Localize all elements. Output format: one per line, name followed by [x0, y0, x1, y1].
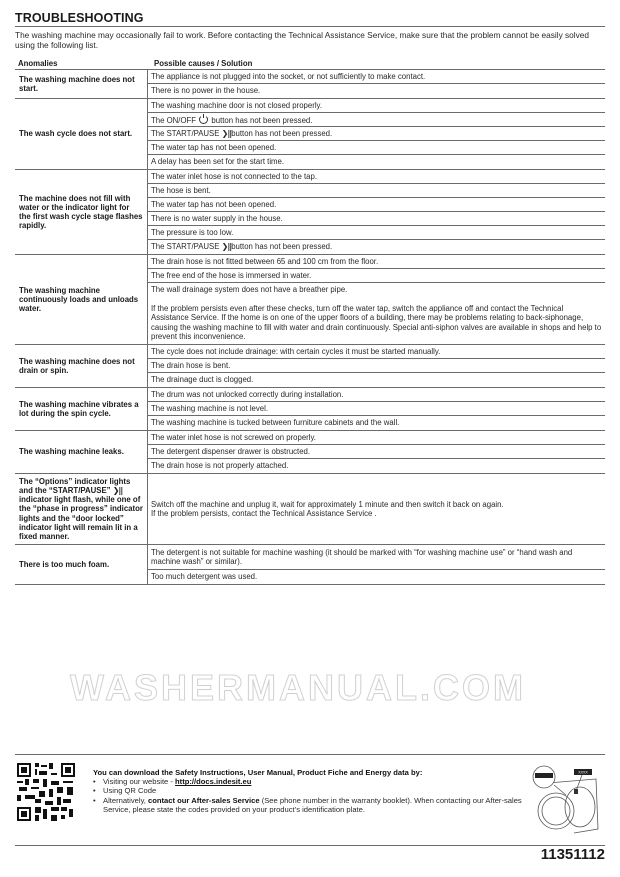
- cause-item: [148, 113, 605, 127]
- anomaly-cell: The washing machine does not drain or spin.: [15, 345, 148, 387]
- page-title: TROUBLESHOOTING: [15, 11, 605, 27]
- table-row: [15, 388, 605, 431]
- table-row: [15, 170, 605, 255]
- list-item-text: Visiting our website -: [103, 777, 176, 787]
- cause-text: The wall drainage system does not have a breather pipe.: [151, 285, 348, 295]
- intro-text: The washing machine may occasionally fail to work. Before contacting the Technical Assistance Service, make sure that the problem cannot be easily solved using the following list.: [15, 30, 590, 50]
- anomaly-cell: The washing machine leaks.: [15, 431, 148, 473]
- cause-text: The START/PAUSE: [151, 242, 220, 252]
- cause-item: The drain hose is bent.: [148, 359, 605, 373]
- start-pause-icon: ❯||: [112, 486, 123, 495]
- power-icon: [199, 115, 208, 124]
- after-sales-label: contact our After-sales Service: [148, 795, 260, 805]
- table-row: [15, 545, 605, 584]
- header-causes: Possible causes / Solution: [154, 59, 253, 68]
- cause-item: The pressure is too low.: [148, 226, 605, 240]
- website-link[interactable]: http://docs.indesit.eu: [175, 777, 252, 787]
- cause-item: The water tap has not been opened.: [148, 141, 605, 155]
- table-row: [15, 99, 605, 170]
- download-info-footer: [15, 754, 605, 846]
- cause-item: The appliance is not plugged into the socket, or not sufficiently to make contact.: [148, 70, 605, 84]
- cause-text: button has not been pressed.: [231, 242, 333, 252]
- cause-item: The drum was not unlocked correctly during installation.: [148, 388, 605, 402]
- table-row: [15, 255, 605, 345]
- table-row: [15, 345, 605, 388]
- table-row: [15, 70, 605, 99]
- cause-item: The washing machine is tucked between furniture cabinets and the wall.: [151, 418, 400, 428]
- cause-item: The washing machine door is not closed properly.: [148, 99, 605, 113]
- anomaly-cell: The machine does not fill with water or the indicator light for the first wash cycle stage flashes rapidly.: [15, 170, 148, 254]
- cause-text: The ON/OFF: [151, 116, 197, 126]
- solution-line: If the problem persists, contact the Technical Assistance Service .: [151, 509, 377, 518]
- cause-text: The START/PAUSE: [151, 129, 220, 139]
- download-lead: You can download the Safety Instructions, User Manual, Product Fiche and Energy data by:: [93, 768, 423, 777]
- anomaly-text: indicator light flash, while one of the “phase in progress” indicator lights and the “door locked” indicator light will remain lit in a fixed manner.: [19, 495, 143, 542]
- cause-item: The water tap has not been opened.: [148, 198, 605, 212]
- anomaly-text: The “Options” indicator lights and the “START/PAUSE”: [19, 476, 131, 495]
- cause-note: If the problem persists even after these checks, turn off the water tap, switch the appliance off and contact the Technical Assistance Service. If the home is on one of the upper floors of a building, there may be problems relating to back-siphonage, causing the washing machine to fill with water and drain continuously. Special anti-siphon valves are available in shops and help to prevent this inconvenience.: [151, 303, 602, 342]
- anomaly-cell: [15, 474, 148, 544]
- qr-code-icon[interactable]: [17, 763, 75, 821]
- cause-item: A delay has been set for the start time.: [151, 157, 285, 167]
- cause-text: button has not been pressed.: [211, 116, 313, 126]
- anomaly-cell: The washing machine continuously loads and unloads water.: [15, 255, 148, 344]
- cause-item: The washing machine is not level.: [148, 402, 605, 416]
- cause-item: The drainage duct is clogged.: [151, 375, 254, 385]
- table-row: [15, 474, 605, 545]
- cause-item: The hose is bent.: [148, 184, 605, 198]
- cause-item: The drain hose is not properly attached.: [151, 461, 289, 471]
- watermark: WASHERMANUAL.COM: [70, 667, 526, 708]
- cause-item: [148, 283, 605, 344]
- download-instructions: [93, 768, 523, 814]
- anomaly-cell: The washing machine does not start.: [15, 70, 148, 98]
- list-item: [93, 777, 523, 786]
- anomaly-cell: There is too much foam.: [15, 545, 148, 583]
- cause-item: The drain hose is not fitted between 65 and 100 cm from the floor.: [148, 255, 605, 269]
- list-item-text: Alternatively,: [103, 795, 149, 805]
- anomaly-cell: The wash cycle does not start.: [15, 99, 148, 169]
- cause-item: [148, 240, 605, 254]
- washing-machine-plate-illustration: [530, 763, 602, 835]
- plate-label: XXXX: [578, 770, 588, 775]
- cause-item: The detergent dispenser drawer is obstructed.: [148, 445, 605, 459]
- header-anomalies: Anomalies: [18, 59, 58, 68]
- anomaly-cell: The washing machine vibrates a lot during the spin cycle.: [15, 388, 148, 430]
- solution-cell: [148, 474, 605, 544]
- cause-item: Too much detergent was used.: [151, 571, 258, 581]
- table-header: [15, 58, 605, 70]
- table-row: [15, 431, 605, 474]
- troubleshooting-table: [15, 58, 605, 585]
- cause-item: [148, 127, 605, 141]
- cause-item: The water inlet hose is not connected to the tap.: [148, 170, 605, 184]
- list-item-text: (See phone number in the warranty booklet). When contacting our After-sales Service, please state the codes provided on your product’s identification plate.: [103, 795, 522, 814]
- cause-item: The free end of the hose is immersed in water.: [148, 269, 605, 283]
- list-item: • Using QR Code: [93, 786, 523, 795]
- start-pause-icon: ❯||: [221, 242, 232, 252]
- cause-item: The water inlet hose is not screwed on properly.: [148, 431, 605, 445]
- solution-line: Switch off the machine and unplug it, wait for approximately 1 minute and then switch it back on again.: [151, 499, 504, 509]
- cause-item: The detergent is not suitable for machine washing (it should be marked with “for washing machine use” or “hand wash and machine wash” or similar).: [148, 545, 605, 569]
- start-pause-icon: ❯||: [221, 129, 232, 139]
- document-code: 11351112: [540, 846, 605, 863]
- cause-item: The cycle does not include drainage: with certain cycles it must be started manually.: [148, 345, 605, 359]
- cause-item: There is no water supply in the house.: [148, 212, 605, 226]
- cause-text: button has not been pressed.: [231, 129, 333, 139]
- list-item: [93, 796, 523, 814]
- cause-item: There is no power in the house.: [151, 86, 261, 96]
